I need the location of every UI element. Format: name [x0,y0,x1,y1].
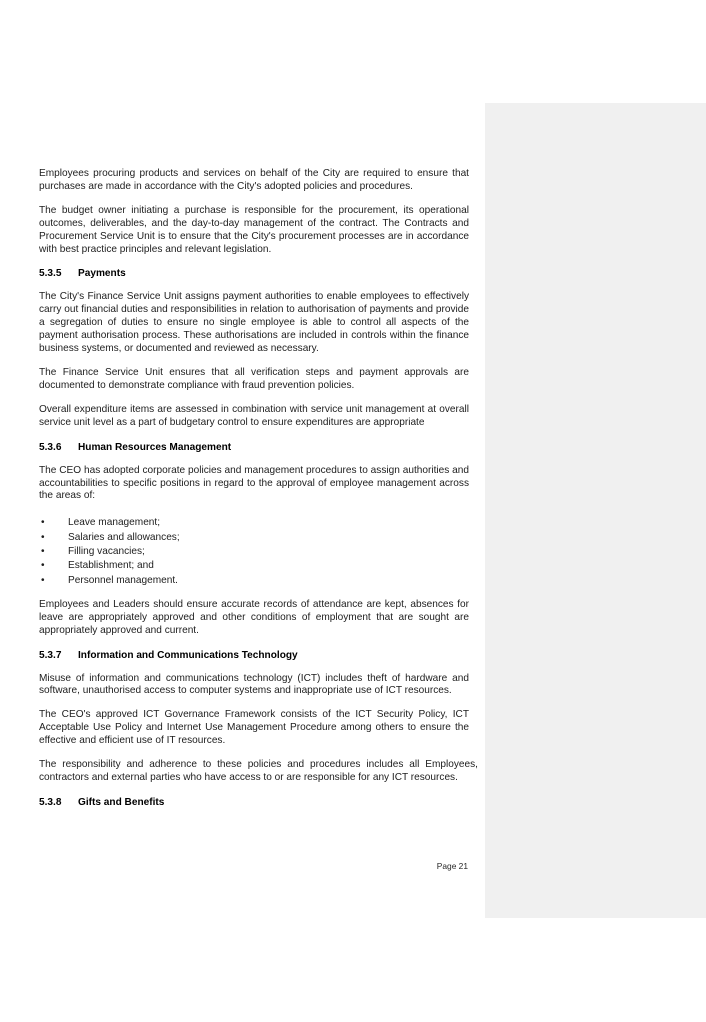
bullet-list [39,516,469,587]
section-title: Gifts and Benefits [78,796,165,808]
body-paragraph: The CEO's approved ICT Governance Framework consists of the ICT Security Policy, ICT Acceptable Use Policy and Internet Use Management Procedure among others to ensure the effective and efficient use of IT resources. [39,709,469,747]
page-footer [39,861,468,872]
list-item [39,559,469,573]
body-paragraph: The budget owner initiating a purchase is responsible for the procurement, its operational outcomes, deliverables, and the day-to-day management of the contract. The Contracts and Procurement Service Unit is to ensure that the City's procurement processes are in accordance with best practice principles and relevant legislation. [39,204,469,255]
list-item [39,516,469,530]
section-number: 5.3.8 [39,796,62,808]
bullet-icon: • [41,531,45,543]
bullet-icon: • [41,574,45,586]
body-paragraph: Overall expenditure items are assessed in combination with service unit management at overall service unit level as a part of budgetary control to ensure expenditures are appropriate [39,403,469,428]
section-heading [39,649,469,662]
section-title: Payments [78,268,126,280]
list-item-label: Personnel management. [68,574,178,586]
section-number: 5.3.7 [39,649,62,661]
body-paragraph: Employees procuring products and services on behalf of the City are required to ensure that purchases are made in accordance with the City's adopted policies and procedures. [39,168,469,192]
body-paragraph: The CEO has adopted corporate policies and management procedures to assign authorities and accountabilities to specific positions in regard to the approval of employee management across the areas of: [39,464,469,502]
page-side-panel [485,103,706,918]
bullet-icon: • [41,560,45,572]
page-number-label: Page 21 [436,861,468,871]
list-item-label: Leave management; [68,517,161,529]
body-paragraph: The Finance Service Unit ensures that all verification steps and payment approvals are documented to demonstrate compliance with fraud prevention policies. [39,366,469,391]
list-item [39,545,469,559]
list-item [39,531,469,545]
body-paragraph: The City's Finance Service Unit assigns payment authorities to enable employees to effectively carry out financial duties and responsibilities in relation to authorisation of payments and provide a segregation of duties to ensure no single employee is able to control all aspects of the payment authorisation process. These authorisations are included in controls within the finance business systems, or documented and reviewed as necessary. [39,291,469,355]
section-heading [39,796,469,809]
bullet-icon: • [41,517,45,529]
section-number: 5.3.5 [39,268,62,280]
list-item-label: Establishment; and [68,560,154,572]
section-heading [39,441,469,454]
list-item [39,574,469,588]
body-paragraph: Misuse of information and communications technology (ICT) includes theft of hardware and software, unauthorised access to computer systems and inappropriate use of ICT resources. [39,672,469,697]
body-paragraph: The responsibility and adherence to these policies and procedures includes all Employees, contractors and external parties who have access to or are responsible for any ICT resources. [39,759,478,783]
section-title: Human Resources Management [78,441,232,453]
section-heading [39,267,469,280]
document-body [39,168,478,820]
section-number: 5.3.6 [39,441,62,453]
list-item-label: Salaries and allowances; [68,531,180,543]
section-title: Information and Communications Technology [78,649,298,661]
bullet-icon: • [41,545,45,557]
body-paragraph: Employees and Leaders should ensure accurate records of attendance are kept, absences for leave are appropriately approved and other conditions of employment that are sought are appropriately approved and current. [39,598,469,636]
list-item-label: Filling vacancies; [68,545,145,557]
